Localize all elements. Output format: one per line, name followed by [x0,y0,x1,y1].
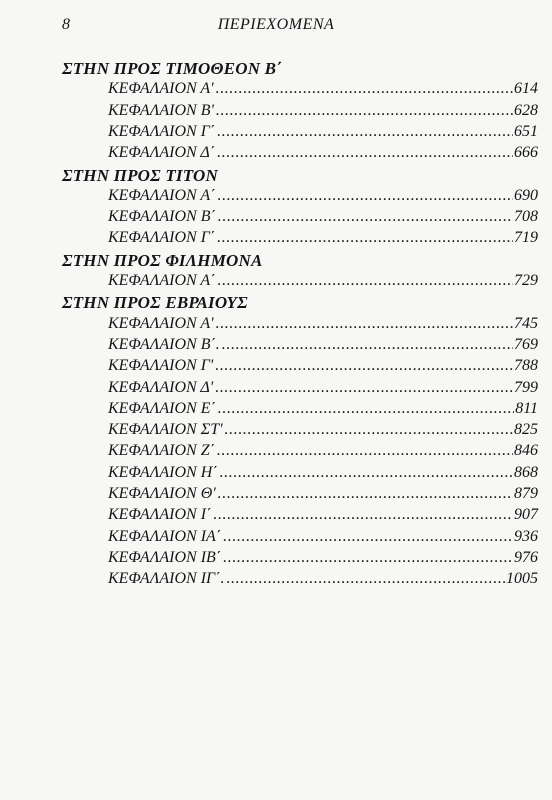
toc-entry-label: ΚΕΦΑΛΑΙΟΝ Α' [108,80,214,98]
page-number: 8 [62,16,70,33]
toc-entry [108,80,538,100]
section-title: ΣΤΗΝ ΠΡΟΣ ΤΙΜΟΘΕΟΝ Β΄ [62,59,283,78]
toc-entry [108,357,538,377]
toc-entry-label: ΚΕΦΑΛΑΙΟΝ Ζ΄ [108,442,215,460]
dot-leader [225,421,513,439]
toc-entry-page-number: 788 [514,357,538,375]
toc-entry [108,336,538,356]
toc-entry [108,485,538,505]
toc-entry-label: ΚΕΦΑΛΑΙΟΝ ΙΑ΄ [108,527,222,545]
toc-entry [108,102,538,122]
toc-entry-page-number: 729 [514,272,538,289]
toc-entry-label: ΚΕΦΑΛΑΙΟΝ Γ΄ [108,229,216,247]
toc-entry [108,570,538,590]
dot-leader [226,570,505,588]
toc-entry-page-number: 628 [514,101,538,119]
toc-entry [108,442,538,462]
toc-entry-label: ΚΕΦΑΛΑΙΟΝ Δ' [108,378,214,396]
running-head-title: ΠΕΡΙΕΧΟΜΕΝΑ [217,16,335,33]
dot-leader [217,229,513,247]
toc-entry-page-number: 745 [514,314,538,332]
toc-entry-page-number: 1005 [506,570,538,588]
toc-entry [108,464,538,484]
dot-leader [217,123,513,141]
toc-entry-label: ΚΕΦΑΛΑΙΟΝ Γ' [108,357,214,375]
dot-leader [218,400,514,418]
toc-entry-label: ΚΕΦΑΛΑΙΟΝ Δ΄ [108,144,216,162]
toc-entry [108,229,538,249]
dot-leader [217,144,513,162]
section-title: ΣΤΗΝ ΠΡΟΣ ΦΙΛΗΜΟΝΑ [62,250,263,270]
dot-leader [218,208,513,226]
toc-entry-page-number: 879 [514,485,538,502]
section-title: ΣΤΗΝ ΠΡΟΣ ΤΙΤΟΝ [62,165,218,185]
dot-leader [220,464,513,482]
toc-entry-label: ΚΕΦΑΛΑΙΟΝ Β΄ [108,208,216,226]
dot-leader [215,357,513,375]
dot-leader [218,272,514,290]
toc-entry-page-number: 846 [514,442,538,460]
dot-leader [215,379,513,397]
toc-entry-label: ΚΕΦΑΛΑΙΟΝ Γ΄ [108,122,216,140]
toc-entry-label: ΚΕΦΑΛΑΙΟΝ Ι΄ [108,506,212,524]
dot-leader [217,442,513,460]
toc-entry [108,506,538,526]
toc-entry-label: ΚΕΦΑΛΑΙΟΝ Β΄. [108,335,220,353]
toc-entry-label: ΚΕΦΑΛΑΙΟΝ Θ' [108,485,216,502]
toc-entry [108,315,538,335]
toc-entry-label: ΚΕΦΑΛΑΙΟΝ Α΄ [108,272,216,289]
toc-entry-page-number: 614 [514,80,538,98]
toc-entry-page-number: 690 [514,186,538,204]
toc-entry-label: ΚΕΦΑΛΑΙΟΝ ΣΤ' [108,421,223,439]
toc-entry-page-number: 799 [514,378,538,396]
toc-entry-label: ΚΕΦΑΛΑΙΟΝ Η΄ [108,463,218,481]
toc-entry [108,144,538,164]
toc-entry [108,272,538,292]
toc-entry-page-number: 811 [515,399,538,417]
toc-entry-page-number: 651 [514,122,538,140]
toc-entry-label: ΚΕΦΑΛΑΙΟΝ ΙΓ΄. [108,570,225,588]
toc-entry-page-number: 907 [514,506,538,524]
dot-leader [223,528,513,546]
dot-leader [223,549,513,567]
dot-leader [218,485,513,503]
toc-entry-page-number: 719 [514,229,538,247]
toc-entry-page-number: 936 [514,527,538,545]
dot-leader [216,80,513,98]
toc-entry [108,208,538,228]
dot-leader [222,336,513,354]
dot-leader [213,506,513,524]
toc-entry-label: ΚΕΦΑΛΑΙΟΝ Ε΄ [108,399,216,417]
toc-entry [108,400,538,420]
toc-entry [108,528,538,548]
toc-entry [108,549,538,569]
toc-entry-page-number: 868 [514,463,538,481]
toc-entry [108,187,538,207]
toc-entry-page-number: 708 [514,208,538,226]
section-title: ΣΤΗΝ ΠΡΟΣ ΕΒΡΑΙΟΥΣ [62,293,248,313]
toc-entry [108,123,538,143]
toc-entry [108,421,538,441]
toc-entry-page-number: 976 [514,548,538,566]
toc-entry-label: ΚΕΦΑΛΑΙΟΝ Β' [108,101,214,119]
toc-entry-page-number: 825 [514,421,538,439]
toc-entry-page-number: 769 [514,335,538,353]
toc-entry-label: ΚΕΦΑΛΑΙΟΝ ΙΒ΄ [108,548,222,566]
toc-entry-page-number: 666 [514,144,538,162]
toc-entry-label: ΚΕΦΑΛΑΙΟΝ Α΄ [108,186,216,204]
dot-leader [216,102,513,120]
dot-leader [216,315,513,333]
dot-leader [218,187,514,205]
toc-entry-label: ΚΕΦΑΛΑΙΟΝ Α' [108,314,214,332]
toc-entry [108,379,538,399]
